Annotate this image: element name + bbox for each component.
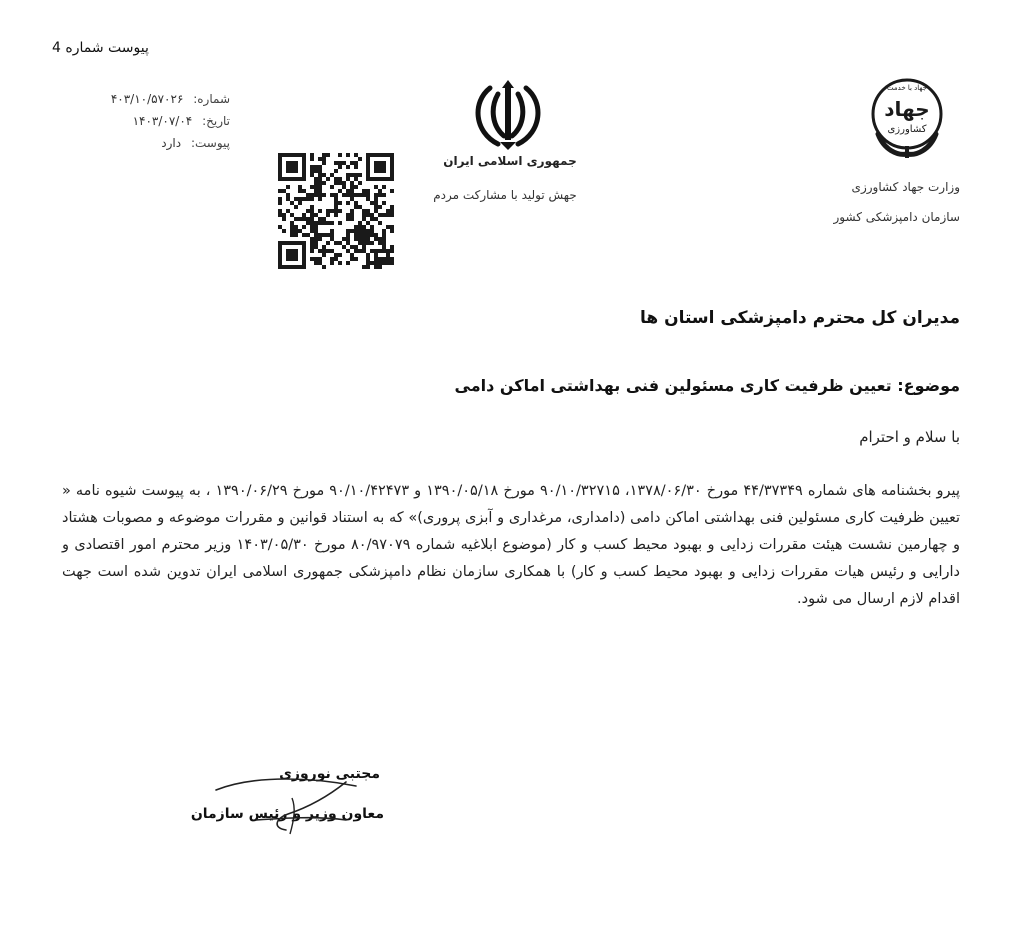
- iran-emblem-icon: [468, 80, 548, 152]
- letter-meta: [70, 88, 230, 154]
- letter-number-row: [70, 88, 230, 110]
- logo-top-text: جهاد با خدمت: [887, 84, 927, 92]
- emblem-caption: جمهوری اسلامی ایران: [443, 154, 577, 168]
- letter-subject: موضوع: تعیین ظرفیت کاری مسئولین فنی بهداشتی اماکن دامی: [454, 376, 960, 395]
- letter-date-value: ۱۴۰۳/۰۷/۰۴: [132, 114, 193, 128]
- letter-number-value: ۴۰۳/۱۰/۵۷۰۲۶: [110, 92, 184, 106]
- signatory-name: مجتبی نوروزی: [279, 766, 380, 782]
- ministry-name: وزارت جهاد کشاورزی: [851, 180, 960, 194]
- logo-main-text: جهاد: [884, 97, 930, 121]
- jihad-keshavarzi-logo-icon: [864, 74, 950, 160]
- letter-date-label: تاریخ:: [202, 114, 230, 128]
- letter-body: پیرو بخشنامه های شماره ۴۴/۳۷۳۴۹ مورخ ۱۳۷۸/۰۶/۳۰، ۹۰/۱۰/۳۲۷۱۵ مورخ ۱۳۹۰/۰۵/۱۸ و ۹۰/۱۰/۴۲۴۷۳ مورخ ۱۳۹۰/۰۶/۲۹ ، به پیوست شیوه نامه « تعیین ظرفیت کاری مسئولین فنی بهداشتی اماکن دامی (دامداری، مرغداری و آبزی پروری)» که به استناد قوانین و مقررات موضوعه و مصوبات هشتاد و چهارمین نشست هیئت مقررات زدایی و بهبود محیط کسب و کار (موضوع ابلاغیه شماره ۸۰/۹۷۰۷۹ مورخ ۱۴۰۳/۰۵/۳۰ وزیر محترم امور اقتصادی و دارایی و رئیس هیات مقررات زدایی و بهبود محیط کسب و کار) با همکاری سازمان نظام دامپزشکی جمهوری اسلامی ایران تدوین شده است جهت اقدام لازم ارسال می شود.: [62, 483, 960, 607]
- letter-date-row: [70, 110, 230, 132]
- ministry-block: [800, 172, 960, 232]
- letter-attachment-row: [70, 132, 230, 154]
- year-slogan: جهش تولید با مشارکت مردم: [433, 188, 577, 202]
- handwritten-signature: [196, 768, 366, 838]
- signatory-title: معاون وزیر و رئیس سازمان: [190, 806, 384, 822]
- attachment-number-label: پیوست شماره 4: [52, 40, 149, 56]
- letter-number-label: شماره:: [193, 92, 230, 106]
- organization-name: سازمان دامپزشکی کشور: [833, 210, 960, 224]
- letter-addressee: مدیران کل محترم دامپزشکی استان ها: [640, 308, 960, 328]
- letter-attachment-value: دارد: [161, 136, 182, 150]
- qr-code-icon: [278, 153, 394, 269]
- letter-attachment-label: پیوست:: [190, 136, 230, 150]
- letter-greeting: با سلام و احترام: [859, 428, 960, 446]
- logo-sub-text: کشاورزی: [887, 124, 927, 135]
